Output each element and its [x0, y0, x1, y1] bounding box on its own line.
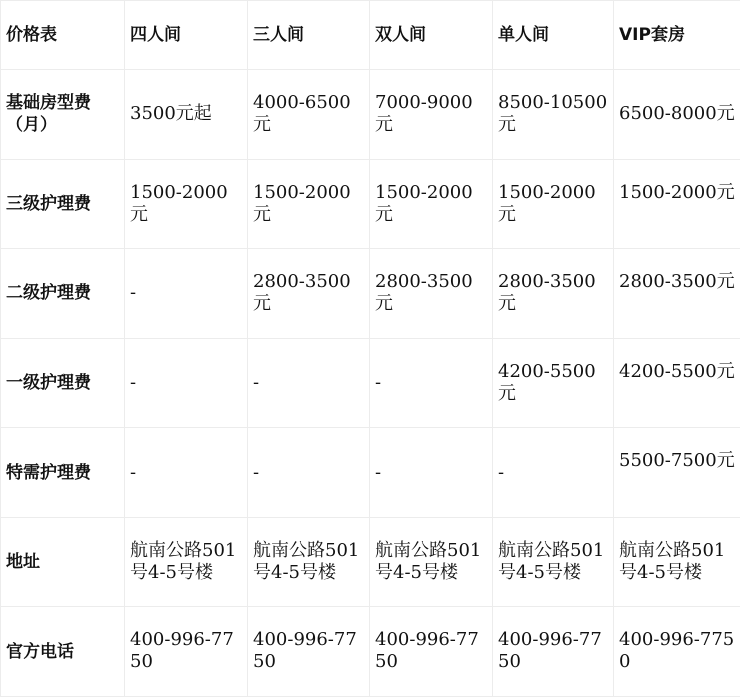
table-row — [1, 159, 740, 249]
table-cell: 航南公路501号4-5号楼 — [493, 517, 614, 607]
table-cell: 1500-2000元 — [248, 159, 370, 249]
table-cell: 2800-3500元 — [248, 249, 370, 339]
row-label-address: 地址 — [1, 517, 125, 607]
table-row — [1, 607, 740, 697]
table-cell: - — [248, 338, 370, 428]
table-cell: - — [125, 338, 248, 428]
table-cell: 航南公路501号4-5号楼 — [614, 517, 740, 607]
table-cell: - — [125, 428, 248, 518]
table-cell: 4200-5500元 — [614, 338, 740, 428]
header-cell-vip-suite: VIP套房 — [614, 1, 740, 70]
table-cell: 2800-3500元 — [493, 249, 614, 339]
header-cell-title: 价格表 — [1, 1, 125, 70]
table-row — [1, 338, 740, 428]
table-cell: 1500-2000元 — [370, 159, 493, 249]
table-cell: 400-996-7750 — [370, 607, 493, 697]
table-cell: - — [493, 428, 614, 518]
table-cell: 400-996-7750 — [248, 607, 370, 697]
row-label-level3-care-fee: 三级护理费 — [1, 159, 125, 249]
table-cell: - — [370, 428, 493, 518]
table-cell: 航南公路501号4-5号楼 — [248, 517, 370, 607]
table-cell: 1500-2000元 — [125, 159, 248, 249]
table-header-row — [1, 1, 740, 70]
table-cell: 7000-9000元 — [370, 70, 493, 160]
table-cell: 3500元起 — [125, 70, 248, 160]
table-cell: 航南公路501号4-5号楼 — [370, 517, 493, 607]
table-cell: 2800-3500元 — [370, 249, 493, 339]
table-row — [1, 428, 740, 518]
table-cell: 6500-8000元 — [614, 70, 740, 160]
row-label-official-phone: 官方电话 — [1, 607, 125, 697]
header-cell-triple-room: 三人间 — [248, 1, 370, 70]
header-cell-quad-room: 四人间 — [125, 1, 248, 70]
row-label-level1-care-fee: 一级护理费 — [1, 338, 125, 428]
table-row — [1, 70, 740, 160]
row-label-special-care-fee: 特需护理费 — [1, 428, 125, 518]
table-cell: 航南公路501号4-5号楼 — [125, 517, 248, 607]
table-cell: 5500-7500元 — [614, 428, 740, 518]
header-cell-single-room: 单人间 — [493, 1, 614, 70]
table-cell: - — [248, 428, 370, 518]
table-cell: 400-996-7750 — [125, 607, 248, 697]
table-cell: - — [370, 338, 493, 428]
header-cell-double-room: 双人间 — [370, 1, 493, 70]
table-row — [1, 249, 740, 339]
table-cell: 4200-5500元 — [493, 338, 614, 428]
table-cell: 4000-6500元 — [248, 70, 370, 160]
table-cell: - — [125, 249, 248, 339]
row-label-base-room-fee: 基础房型费（月） — [1, 70, 125, 160]
table-cell: 1500-2000元 — [493, 159, 614, 249]
table-cell: 2800-3500元 — [614, 249, 740, 339]
row-label-level2-care-fee: 二级护理费 — [1, 249, 125, 339]
table-cell: 400-996-7750 — [493, 607, 614, 697]
table-cell: 8500-10500元 — [493, 70, 614, 160]
table-row — [1, 517, 740, 607]
table-cell: 400-996-7750 — [614, 607, 740, 697]
table-cell: 1500-2000元 — [614, 159, 740, 249]
